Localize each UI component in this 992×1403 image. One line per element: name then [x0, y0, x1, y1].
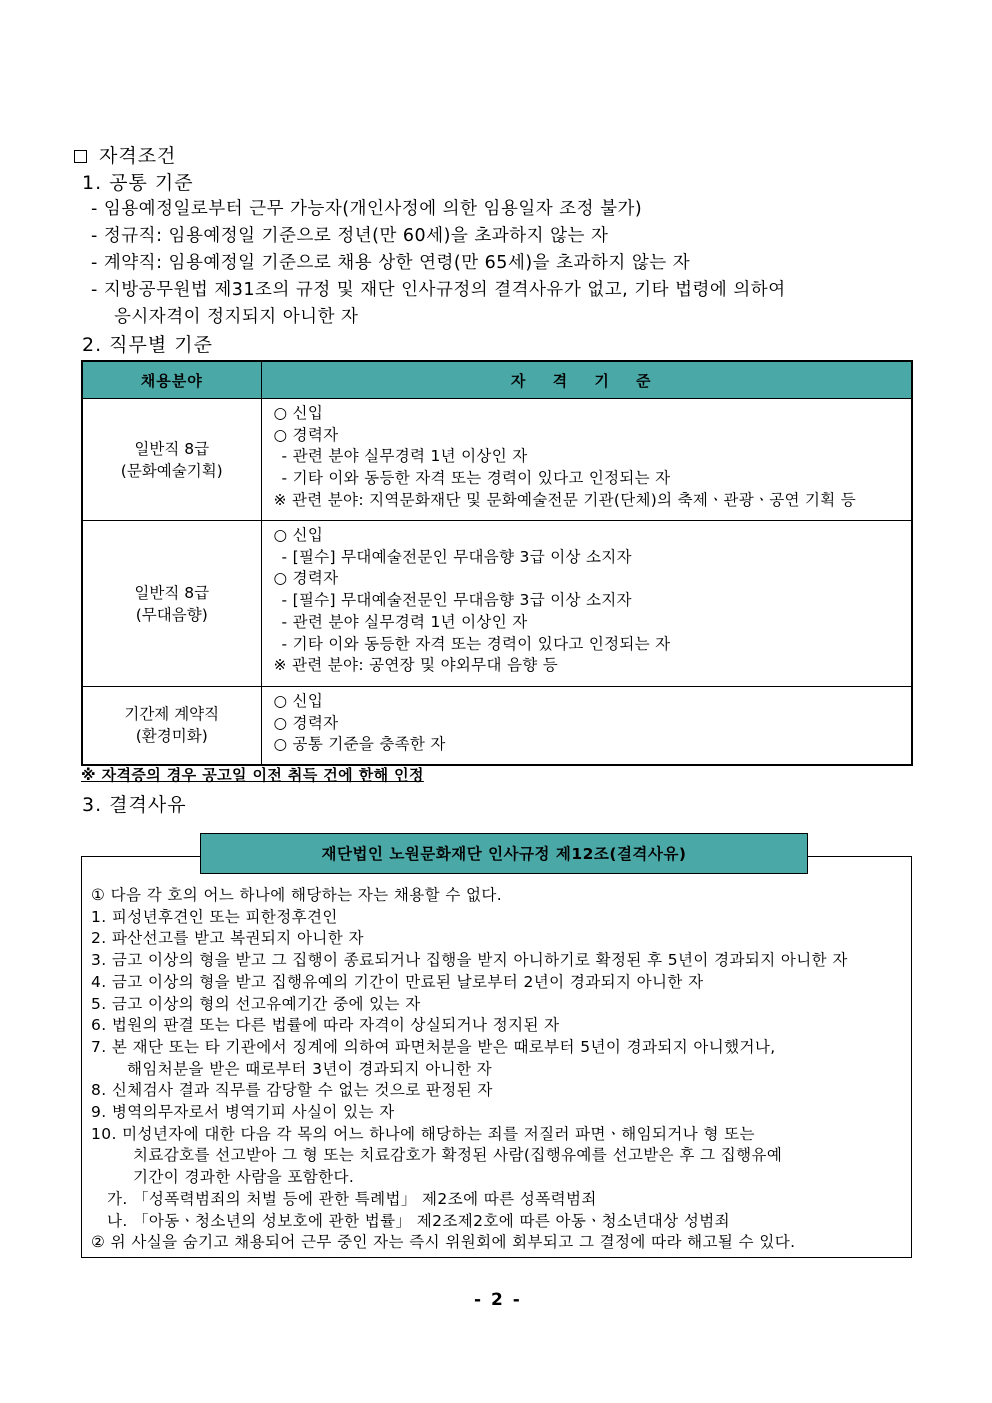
header-field: 채용분야: [82, 361, 261, 399]
disq-line: ① 다음 각 호의 어느 하나에 해당하는 자는 채용할 수 없다.: [91, 886, 503, 904]
disq-line: 4. 금고 이상의 형을 받고 집행유예의 기간이 만료된 날로부터 2년이 경과되지 아니한 자: [91, 972, 704, 991]
category-line: (무대음향): [135, 605, 208, 624]
criteria-line: - [필수] 무대예술전문인 무대음향 3급 이상 소지자: [281, 591, 632, 610]
criteria-line: - 기타 이와 동등한 자격 또는 경력이 있다고 인정되는 자: [281, 469, 671, 488]
header-criteria: 자 격 기 준: [261, 361, 912, 399]
section-heading-text: 자격조건: [99, 145, 177, 167]
criteria-line: ※ 관련 분야: 공연장 및 야외무대 음향 등: [273, 656, 558, 675]
criteria-line: ○ 경력자: [273, 713, 339, 732]
page-number: - 2 -: [474, 1290, 522, 1310]
disqualification-title: 3. 결격사유: [82, 794, 187, 816]
criteria-line: ○ 신입: [273, 526, 324, 544]
table-row: [82, 687, 912, 765]
table-cell-category: [82, 399, 261, 521]
disq-line: ② 위 사실을 숨기고 채용되어 근무 중인 자는 즉시 위원회에 회부되고 그 결정에 따라 해고될 수 있다.: [91, 1233, 796, 1252]
section-heading: [74, 141, 176, 168]
category-line: 일반직 8급: [134, 439, 210, 458]
disq-line: 1. 피성년후견인 또는 피한정후견인: [91, 907, 338, 926]
criteria-line: - 관련 분야 실무경력 1년 이상인 자: [281, 612, 528, 631]
disq-line: 7. 본 재단 또는 타 기관에서 징계에 의하여 파면처분을 받은 때로부터 5년이 경과되지 아니했거나,: [91, 1037, 776, 1056]
criteria-line: ※ 관련 분야: 지역문화재단 및 문화예술전문 기관(단체)의 축제ㆍ관광ㆍ공연 기획 등: [273, 490, 857, 509]
common-item: - 계약직: 임용예정일 기준으로 채용 상한 연령(만 65세)을 초과하지 않는 자: [91, 253, 691, 273]
disq-line: 나. 「아동ㆍ청소년의 성보호에 관한 법률」 제2조제2호에 따른 아동ㆍ청소년대상 성범죄: [107, 1211, 730, 1230]
disqualification-box-title: 재단법인 노원문화재단 인사규정 제12조(결격사유): [200, 833, 808, 874]
disq-line: 치료감호를 선고받아 그 형 또는 치료감호가 확정된 사람(집행유예를 선고받은 후 그 집행유예: [133, 1146, 783, 1165]
category-line: (환경미화): [135, 727, 208, 746]
common-item: - 지방공무원법 제31조의 규정 및 재단 인사규정의 결격사유가 없고, 기타 법령에 의하여: [91, 280, 786, 300]
disq-line: 해임처분을 받은 때로부터 3년이 경과되지 아니한 자: [127, 1059, 493, 1078]
disq-line: 기간이 경과한 사람을 포함한다.: [133, 1168, 355, 1187]
disq-line: 8. 신체검사 결과 직무를 감당할 수 없는 것으로 판정된 자: [91, 1081, 493, 1100]
table-header-row: [82, 361, 912, 399]
disq-line: 가. 「성폭력범죄의 처벌 등에 관한 특례법」 제2조에 따른 성폭력범죄: [107, 1189, 597, 1208]
table-cell-category: [82, 687, 261, 765]
disqualification-list: [91, 885, 848, 1254]
disq-line: 5. 금고 이상의 형의 선고유예기간 중에 있는 자: [91, 994, 421, 1013]
criteria-line: - 관련 분야 실무경력 1년 이상인 자: [281, 447, 528, 466]
category-line: 기간제 계약직: [124, 705, 220, 724]
disq-line: 9. 병역의무자로서 병역기피 사실이 있는 자: [91, 1103, 395, 1122]
table-cell-criteria: [261, 399, 912, 521]
criteria-line: ○ 경력자: [273, 569, 339, 588]
category-line: (문화예술기획): [120, 461, 223, 480]
criteria-line: - 기타 이와 동등한 자격 또는 경력이 있다고 인정되는 자: [281, 634, 671, 653]
criteria-line: ○ 경력자: [273, 425, 339, 444]
table-row: [82, 399, 912, 521]
disqualification-box: [81, 856, 912, 1258]
common-item: 응시자격이 정지되지 아니한 자: [114, 307, 359, 327]
certificate-note: ※ 자격증의 경우 공고일 이전 취득 건에 한해 인정: [81, 766, 424, 784]
common-item: - 임용예정일로부터 근무 가능자(개인사정에 의한 임용일자 조정 불가): [91, 199, 643, 219]
table-cell-category: [82, 521, 261, 687]
disq-line: 6. 법원의 판결 또는 다른 법률에 따라 자격이 상실되거나 정지된 자: [91, 1016, 560, 1035]
square-bullet-icon: [74, 150, 87, 163]
table-row: [82, 521, 912, 687]
disq-line: 10. 미성년자에 대한 다음 각 목의 어느 하나에 해당하는 죄를 저질러 파면ㆍ해임되거나 형 또는: [91, 1124, 755, 1143]
common-item: - 정규직: 임용예정일 기준으로 정년(만 60세)을 초과하지 않는 자: [91, 226, 609, 246]
disq-line: 2. 파산선고를 받고 복권되지 아니한 자: [91, 929, 364, 948]
table-cell-criteria: [261, 521, 912, 687]
job-criteria-title: 2. 직무별 기준: [82, 334, 213, 356]
common-criteria-title: 1. 공통 기준: [82, 172, 194, 194]
criteria-line: ○ 공통 기준을 충족한 자: [273, 735, 446, 754]
criteria-table: [81, 360, 913, 766]
criteria-line: ○ 신입: [273, 692, 324, 710]
table-cell-criteria: [261, 687, 912, 765]
criteria-line: ○ 신입: [273, 404, 324, 422]
category-line: 일반직 8급: [134, 583, 210, 602]
criteria-line: - [필수] 무대예술전문인 무대음향 3급 이상 소지자: [281, 547, 632, 566]
disq-line: 3. 금고 이상의 형을 받고 그 집행이 종료되거나 집행을 받지 아니하기로 확정된 후 5년이 경과되지 아니한 자: [91, 951, 848, 970]
